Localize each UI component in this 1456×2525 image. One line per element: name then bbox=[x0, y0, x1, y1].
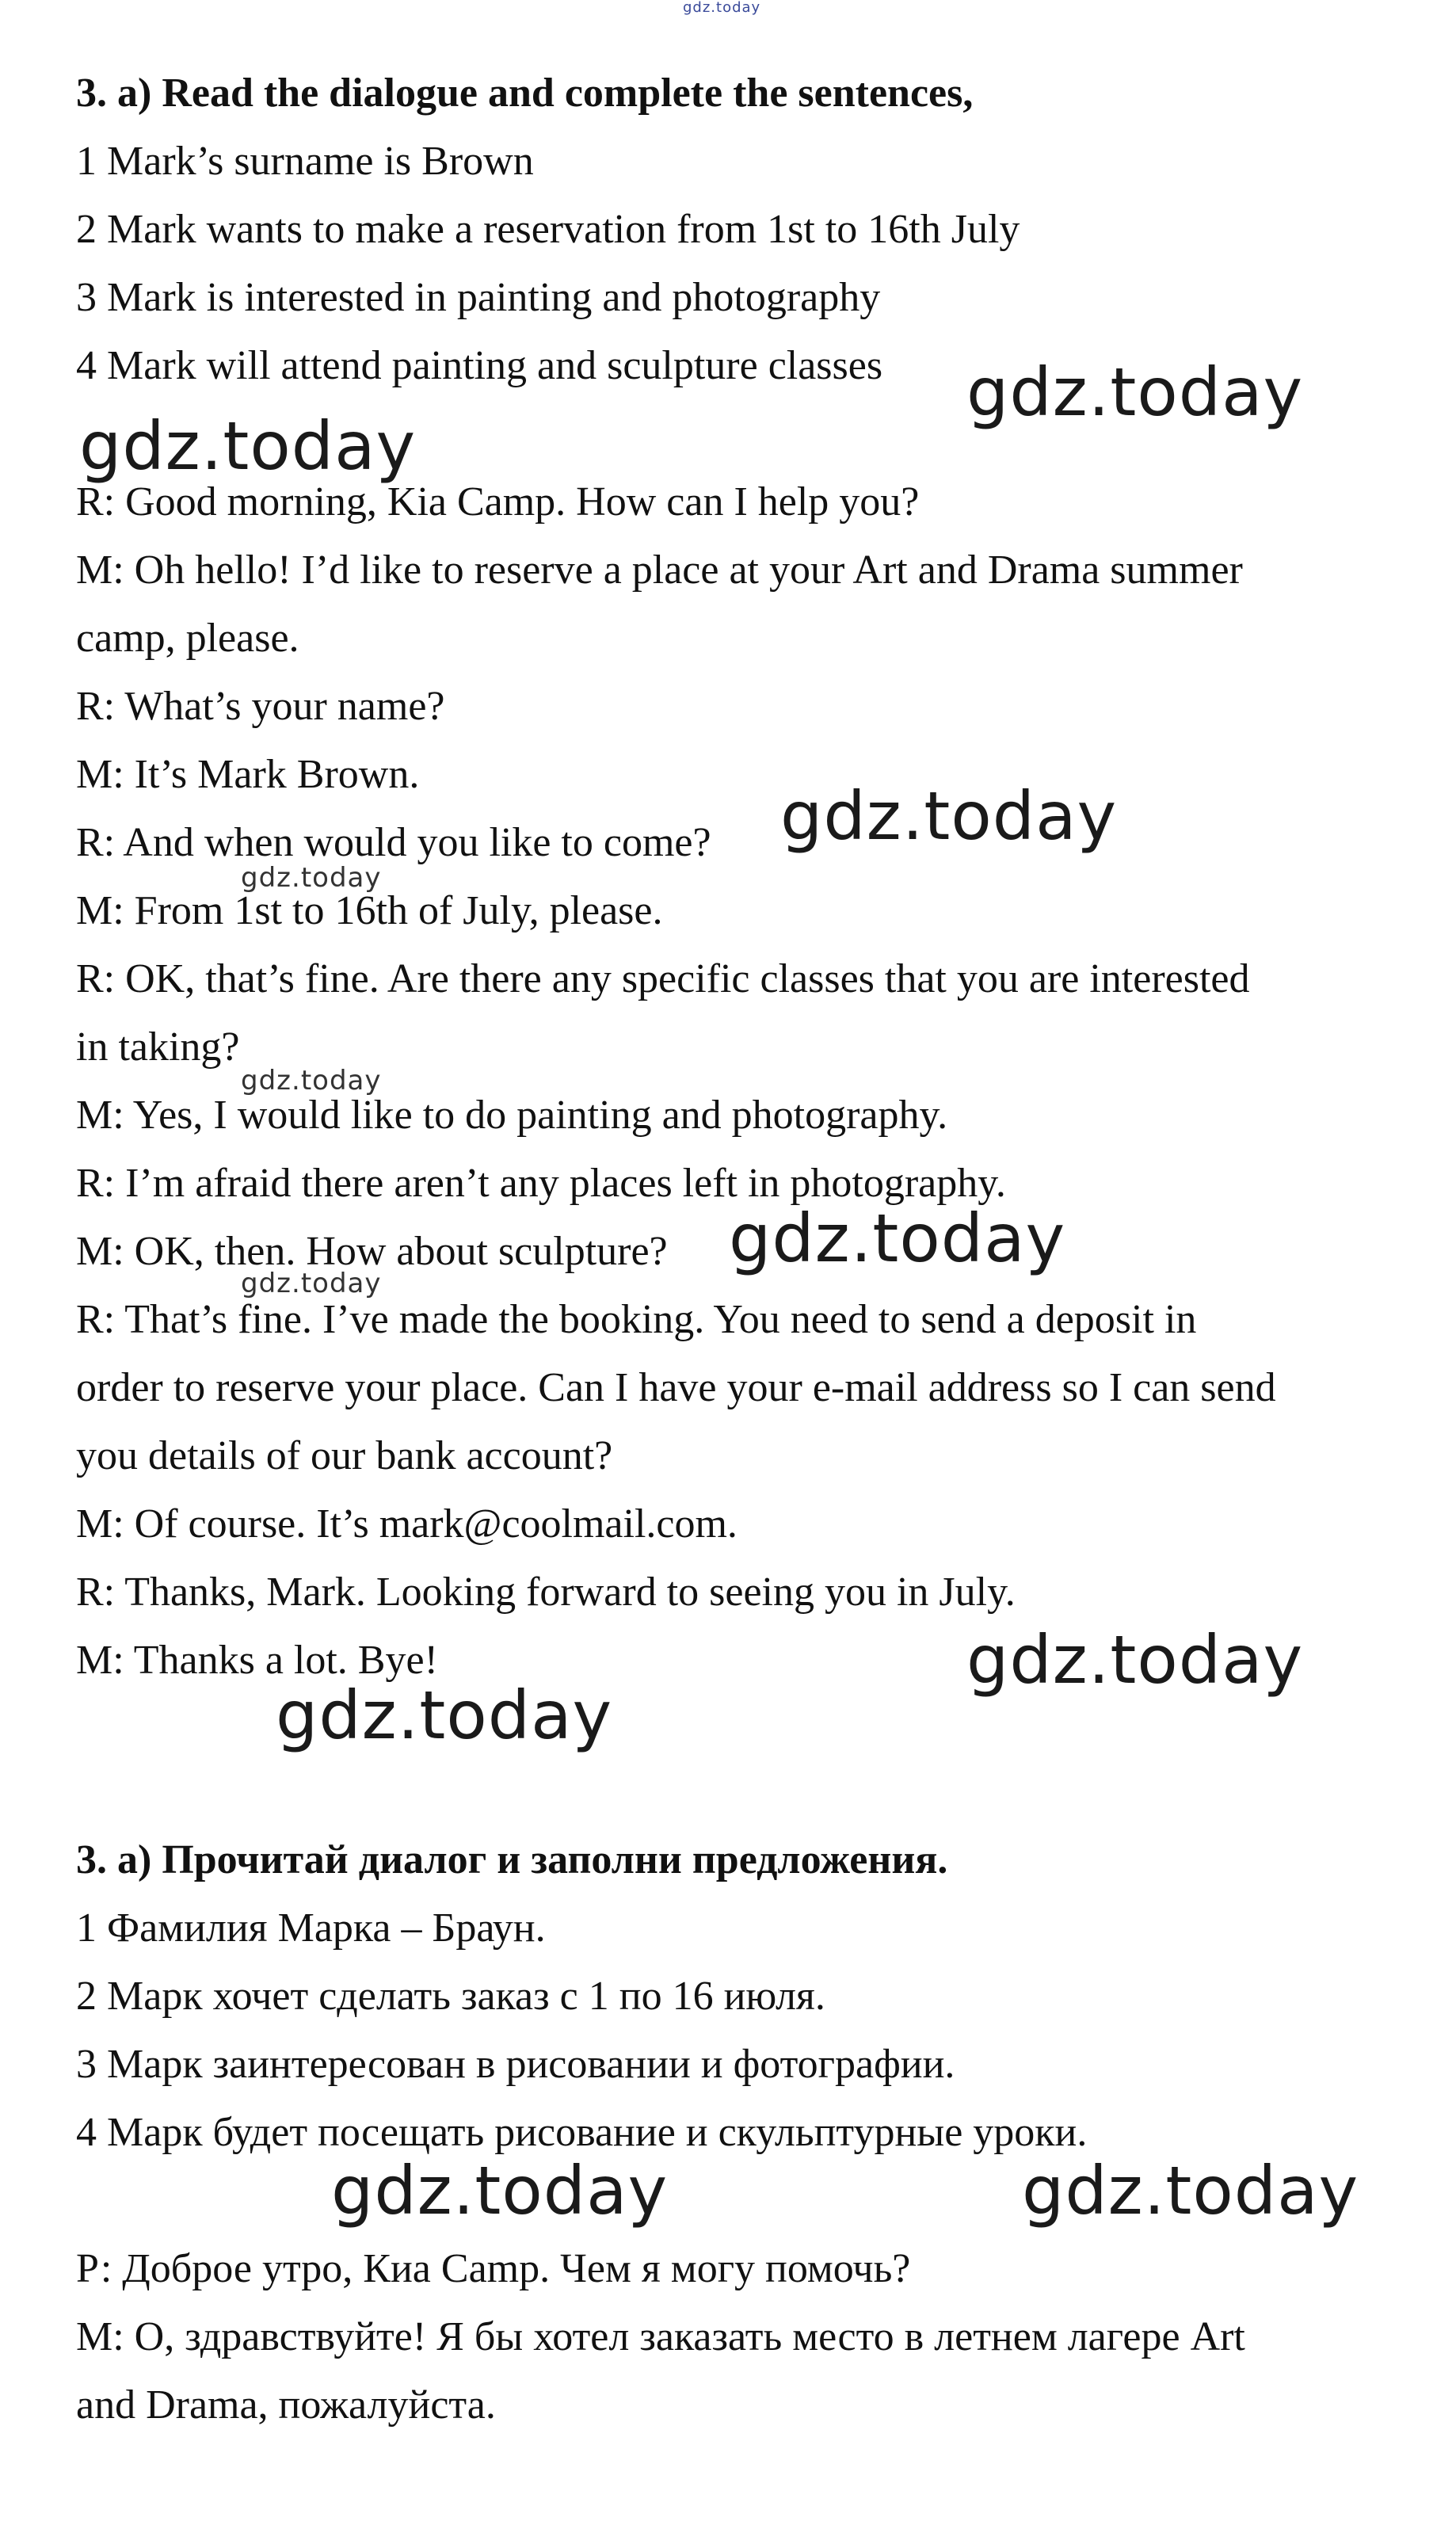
dialogue-line-16: M: Of course. It’s mark@coolmail.com. bbox=[76, 1501, 738, 1547]
dialogue-line-10: M: Yes, I would like to do painting and photography. bbox=[76, 1093, 948, 1138]
russian-dialogue-line-3: and Drama, пожалуйста. bbox=[76, 2382, 496, 2428]
russian-heading: 3. а) Прочитай диалог и заполни предложения. bbox=[76, 1837, 948, 1882]
dialogue-line-17: R: Thanks, Mark. Looking forward to seeing you in July. bbox=[76, 1570, 1016, 1615]
english-heading: 3. a) Read the dialogue and complete the sentences, bbox=[76, 71, 974, 116]
dialogue-line-1: R: Good morning, Kia Camp. How can I help you? bbox=[76, 479, 920, 524]
watermark-small: gdz.today bbox=[241, 1065, 382, 1097]
dialogue-line-3: camp, please. bbox=[76, 616, 299, 661]
dialogue-line-11: R: I’m afraid there aren’t any places left in photography. bbox=[76, 1161, 1006, 1206]
dialogue-line-8: R: OK, that’s fine. Are there any specific classes that you are interested bbox=[76, 956, 1250, 1001]
watermark: gdz.today bbox=[79, 407, 417, 485]
english-sentence-1: 1 Mark’s surname is Brown bbox=[76, 139, 534, 184]
watermark: gdz.today bbox=[966, 353, 1304, 431]
watermark: gdz.today bbox=[729, 1200, 1066, 1277]
watermark: gdz.today bbox=[1022, 2152, 1359, 2229]
dialogue-line-5: M: It’s Mark Brown. bbox=[76, 752, 420, 797]
dialogue-line-7: M: From 1st to 16th of July, please. bbox=[76, 888, 663, 933]
dialogue-line-14: order to reserve your place. Can I have your e-mail address so I can send bbox=[76, 1365, 1276, 1410]
russian-dialogue-line-1: Р: Доброе утро, Киа Camp. Чем я могу помочь? bbox=[76, 2246, 911, 2291]
dialogue-line-6: R: And when would you like to come? bbox=[76, 820, 711, 865]
watermark-small: gdz.today bbox=[241, 1268, 382, 1299]
watermark: gdz.today bbox=[276, 1676, 613, 1754]
watermark: gdz.today bbox=[966, 1621, 1304, 1699]
watermark-small: gdz.today bbox=[241, 862, 382, 894]
watermark: gdz.today bbox=[780, 777, 1118, 855]
watermark: gdz.today bbox=[331, 2152, 669, 2229]
dialogue-line-18: M: Thanks a lot. Bye! bbox=[76, 1638, 438, 1683]
english-sentence-3: 3 Mark is interested in painting and photography bbox=[76, 275, 881, 320]
dialogue-line-12: M: OK, then. How about sculpture? bbox=[76, 1229, 668, 1274]
dialogue-line-4: R: What’s your name? bbox=[76, 684, 445, 729]
english-sentence-2: 2 Mark wants to make a reservation from 1st to 16th July bbox=[76, 207, 1020, 252]
dialogue-line-13: R: That’s fine. I’ve made the booking. You need to send a deposit in bbox=[76, 1297, 1197, 1342]
russian-dialogue-line-2: М: О, здравствуйте! Я бы хотел заказать место в летнем лагере Art bbox=[76, 2314, 1245, 2359]
dialogue-line-15: you details of our bank account? bbox=[76, 1433, 613, 1478]
watermark-top: gdz.today bbox=[683, 0, 761, 16]
dialogue-line-2: M: Oh hello! I’d like to reserve a place at your Art and Drama summer bbox=[76, 547, 1243, 593]
russian-sentence-4: 4 Марк будет посещать рисование и скульптурные уроки. bbox=[76, 2110, 1088, 2155]
english-sentence-4: 4 Mark will attend painting and sculpture classes bbox=[76, 343, 883, 388]
russian-sentence-1: 1 Фамилия Марка – Браун. bbox=[76, 1905, 546, 1951]
dialogue-line-9: in taking? bbox=[76, 1024, 240, 1070]
russian-sentence-3: 3 Марк заинтересован в рисовании и фотографии. bbox=[76, 2042, 955, 2087]
russian-sentence-2: 2 Марк хочет сделать заказ с 1 по 16 июля. bbox=[76, 1974, 825, 2019]
